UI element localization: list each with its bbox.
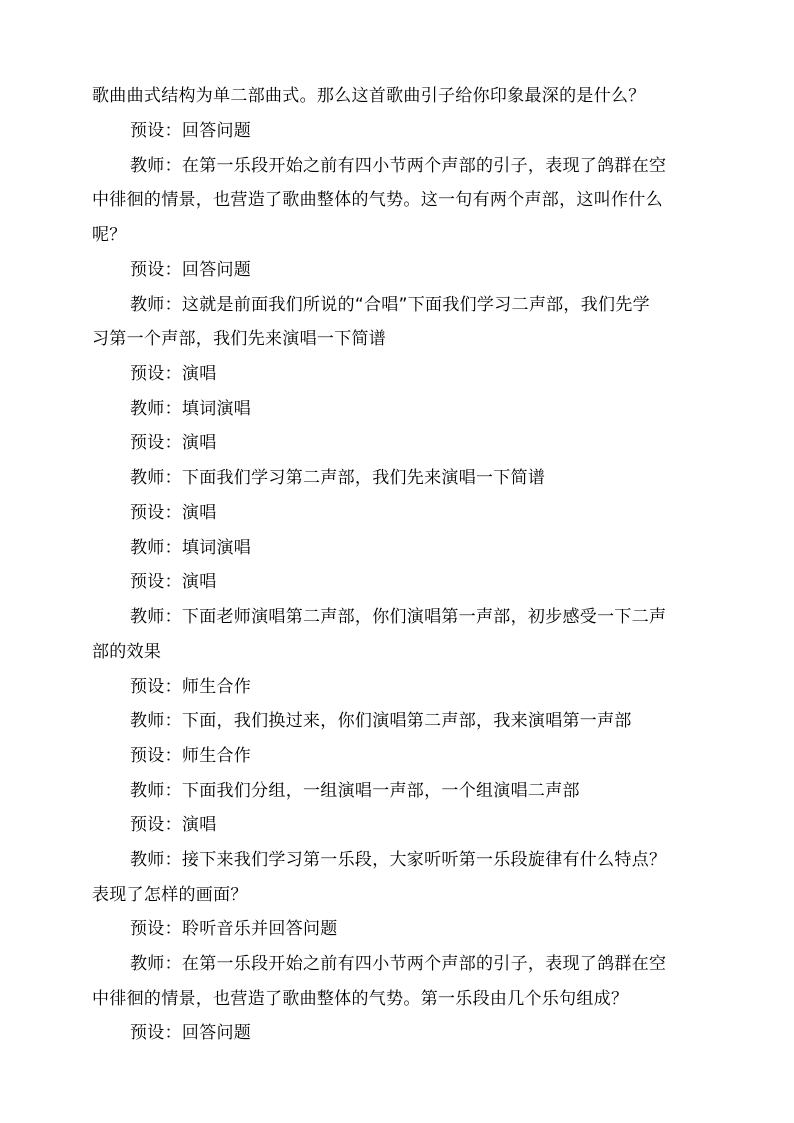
text-line: 教师：填词演唱 bbox=[130, 538, 252, 558]
text-line: 教师：下面我们学习第二声部，我们先来演唱一下简谱 bbox=[130, 468, 546, 488]
text-line: 预设：聆听音乐并回答问题 bbox=[130, 919, 338, 939]
text-line: 教师：填词演唱 bbox=[130, 399, 252, 419]
text-line: 教师：在第一乐段开始之前有四小节两个声部的引子，表现了鸽群在空 bbox=[130, 954, 667, 974]
text-line: 教师：接下来我们学习第一乐段，大家听听第一乐段旋律有什么特点？ bbox=[130, 850, 667, 870]
text-line: 预设：回答问题 bbox=[130, 121, 252, 141]
text-line: 教师：下面我们分组，一组演唱一声部，一个组演唱二声部 bbox=[130, 781, 580, 801]
text-line: 预设：师生合作 bbox=[130, 677, 252, 697]
text-line: 预设：演唱 bbox=[130, 433, 217, 453]
text-line: 预设：演唱 bbox=[130, 572, 217, 592]
text-line: 预设：回答问题 bbox=[130, 260, 252, 280]
text-line: 教师：下面老师演唱第二声部，你们演唱第一声部，初步感受一下二声 bbox=[130, 607, 667, 627]
text-line: 预设：演唱 bbox=[130, 503, 217, 523]
text-line: 部的效果 bbox=[92, 642, 162, 662]
text-line: 中徘徊的情景，也营造了歌曲整体的气势。第一乐段由几个乐句组成？ bbox=[92, 989, 629, 1009]
text-line: 教师：在第一乐段开始之前有四小节两个声部的引子，表现了鸽群在空 bbox=[130, 156, 667, 176]
text-line: 教师：下面，我们换过来，你们演唱第二声部，我来演唱第一声部 bbox=[130, 711, 632, 731]
text-line: 教师：这就是前面我们所说的“合唱”下面我们学习二声部，我们先学 bbox=[130, 295, 650, 315]
text-line: 表现了怎样的画面？ bbox=[92, 885, 248, 905]
text-line: 预设：回答问题 bbox=[130, 1023, 252, 1043]
text-line: 预设：演唱 bbox=[130, 364, 217, 384]
text-line: 歌曲曲式结构为单二部曲式。那么这首歌曲引子给你印象最深的是什么？ bbox=[92, 86, 646, 106]
text-line: 中徘徊的情景，也营造了歌曲整体的气势。这一句有两个声部，这叫作什么 bbox=[92, 190, 663, 210]
text-line: 预设：演唱 bbox=[130, 815, 217, 835]
text-line: 习第一个声部，我们先来演唱一下简谱 bbox=[92, 329, 387, 349]
text-line: 呢？ bbox=[92, 225, 127, 245]
text-line: 预设：师生合作 bbox=[130, 746, 252, 766]
